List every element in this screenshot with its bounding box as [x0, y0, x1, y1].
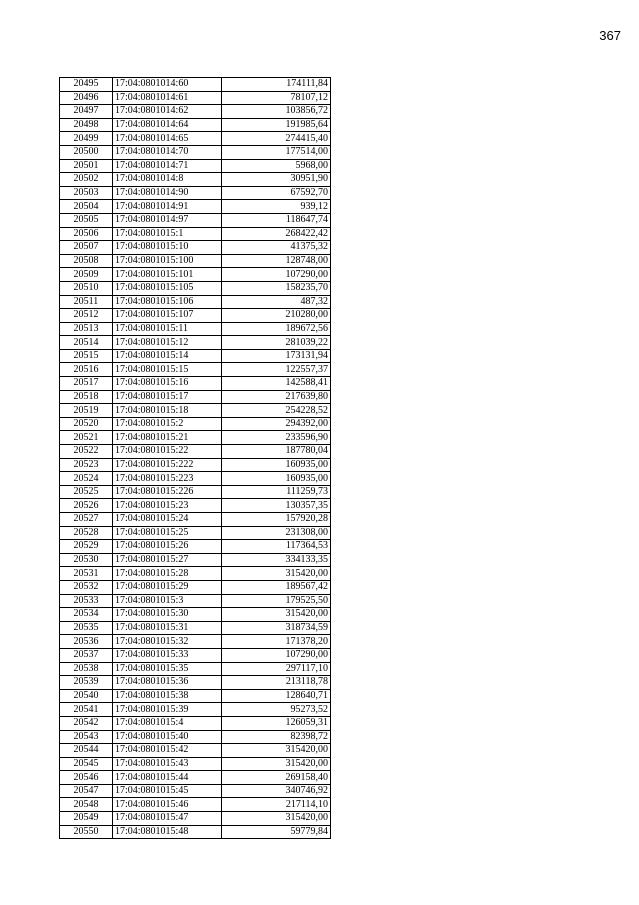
row-number-cell: 20508 [60, 254, 113, 268]
row-number-cell: 20550 [60, 825, 113, 839]
cadastral-number-cell: 17:04:0801014:64 [113, 118, 222, 132]
row-number-cell: 20542 [60, 716, 113, 730]
cadastral-number-cell: 17:04:0801015:222 [113, 458, 222, 472]
cadastral-number-cell: 17:04:0801015:21 [113, 431, 222, 445]
row-number-cell: 20521 [60, 431, 113, 445]
value-cell: 41375,32 [222, 241, 331, 255]
table-row [60, 648, 331, 662]
value-cell: 334133,35 [222, 553, 331, 567]
cadastral-number-cell: 17:04:0801015:3 [113, 594, 222, 608]
value-cell: 294392,00 [222, 417, 331, 431]
table-row [60, 608, 331, 622]
value-cell: 340746,92 [222, 784, 331, 798]
cadastral-number-cell: 17:04:0801014:90 [113, 186, 222, 200]
value-cell: 117364,53 [222, 540, 331, 554]
cadastral-number-cell: 17:04:0801015:28 [113, 567, 222, 581]
row-number-cell: 20517 [60, 377, 113, 391]
value-cell: 103856,72 [222, 105, 331, 119]
value-cell: 130357,35 [222, 499, 331, 513]
row-number-cell: 20512 [60, 309, 113, 323]
row-number-cell: 20520 [60, 417, 113, 431]
row-number-cell: 20536 [60, 635, 113, 649]
cadastral-number-cell: 17:04:0801015:15 [113, 363, 222, 377]
table-row [60, 771, 331, 785]
table-row [60, 227, 331, 241]
cadastral-value-table [59, 77, 331, 839]
table-row [60, 132, 331, 146]
value-cell: 126059,31 [222, 716, 331, 730]
table-row [60, 730, 331, 744]
value-cell: 67592,70 [222, 186, 331, 200]
table-row [60, 445, 331, 459]
row-number-cell: 20540 [60, 689, 113, 703]
value-cell: 107290,00 [222, 648, 331, 662]
value-cell: 939,12 [222, 200, 331, 214]
value-cell: 281039,22 [222, 336, 331, 350]
row-number-cell: 20530 [60, 553, 113, 567]
table-row [60, 689, 331, 703]
cadastral-number-cell: 17:04:0801015:27 [113, 553, 222, 567]
table-row [60, 431, 331, 445]
value-cell: 177514,00 [222, 145, 331, 159]
value-cell: 318734,59 [222, 621, 331, 635]
table-row [60, 784, 331, 798]
row-number-cell: 20524 [60, 472, 113, 486]
cadastral-number-cell: 17:04:0801014:91 [113, 200, 222, 214]
value-cell: 78107,12 [222, 91, 331, 105]
value-cell: 142588,41 [222, 377, 331, 391]
table-row [60, 377, 331, 391]
table-row [60, 526, 331, 540]
row-number-cell: 20495 [60, 78, 113, 92]
cadastral-number-cell: 17:04:0801015:33 [113, 648, 222, 662]
value-cell: 315420,00 [222, 812, 331, 826]
row-number-cell: 20548 [60, 798, 113, 812]
table-row [60, 703, 331, 717]
page-number: 367 [599, 28, 621, 43]
cadastral-number-cell: 17:04:0801014:70 [113, 145, 222, 159]
cadastral-number-cell: 17:04:0801015:4 [113, 716, 222, 730]
value-cell: 268422,42 [222, 227, 331, 241]
value-cell: 210280,00 [222, 309, 331, 323]
row-number-cell: 20544 [60, 744, 113, 758]
value-cell: 213118,78 [222, 676, 331, 690]
value-cell: 118647,74 [222, 213, 331, 227]
row-number-cell: 20533 [60, 594, 113, 608]
table-row [60, 91, 331, 105]
cadastral-number-cell: 17:04:0801015:107 [113, 309, 222, 323]
row-number-cell: 20537 [60, 648, 113, 662]
cadastral-number-cell: 17:04:0801015:26 [113, 540, 222, 554]
cadastral-number-cell: 17:04:0801015:1 [113, 227, 222, 241]
cadastral-number-cell: 17:04:0801015:43 [113, 757, 222, 771]
cadastral-number-cell: 17:04:0801014:60 [113, 78, 222, 92]
table-row [60, 458, 331, 472]
table-row [60, 825, 331, 839]
value-cell: 189567,42 [222, 580, 331, 594]
row-number-cell: 20541 [60, 703, 113, 717]
cadastral-number-cell: 17:04:0801015:31 [113, 621, 222, 635]
table-row [60, 580, 331, 594]
table-row [60, 105, 331, 119]
cadastral-number-cell: 17:04:0801015:101 [113, 268, 222, 282]
table-row [60, 78, 331, 92]
value-cell: 111259,73 [222, 485, 331, 499]
cadastral-number-cell: 17:04:0801015:39 [113, 703, 222, 717]
table-row [60, 540, 331, 554]
cadastral-number-cell: 17:04:0801014:65 [113, 132, 222, 146]
table-row [60, 798, 331, 812]
value-cell: 233596,90 [222, 431, 331, 445]
value-cell: 269158,40 [222, 771, 331, 785]
row-number-cell: 20497 [60, 105, 113, 119]
table-row [60, 159, 331, 173]
value-cell: 315420,00 [222, 744, 331, 758]
value-cell: 274415,40 [222, 132, 331, 146]
row-number-cell: 20518 [60, 390, 113, 404]
table-row [60, 513, 331, 527]
row-number-cell: 20507 [60, 241, 113, 255]
table-row [60, 594, 331, 608]
value-cell: 191985,64 [222, 118, 331, 132]
cadastral-number-cell: 17:04:0801015:44 [113, 771, 222, 785]
cadastral-number-cell: 17:04:0801015:47 [113, 812, 222, 826]
row-number-cell: 20547 [60, 784, 113, 798]
row-number-cell: 20496 [60, 91, 113, 105]
row-number-cell: 20523 [60, 458, 113, 472]
row-number-cell: 20527 [60, 513, 113, 527]
row-number-cell: 20503 [60, 186, 113, 200]
table-row [60, 309, 331, 323]
cadastral-number-cell: 17:04:0801015:30 [113, 608, 222, 622]
cadastral-number-cell: 17:04:0801015:36 [113, 676, 222, 690]
row-number-cell: 20502 [60, 173, 113, 187]
table-row [60, 621, 331, 635]
table-body [60, 78, 331, 839]
cadastral-number-cell: 17:04:0801015:10 [113, 241, 222, 255]
cadastral-number-cell: 17:04:0801015:14 [113, 349, 222, 363]
row-number-cell: 20498 [60, 118, 113, 132]
row-number-cell: 20505 [60, 213, 113, 227]
row-number-cell: 20534 [60, 608, 113, 622]
value-cell: 315420,00 [222, 567, 331, 581]
value-cell: 160935,00 [222, 458, 331, 472]
table-row [60, 254, 331, 268]
value-cell: 128640,71 [222, 689, 331, 703]
value-cell: 174111,84 [222, 78, 331, 92]
row-number-cell: 20546 [60, 771, 113, 785]
value-cell: 5968,00 [222, 159, 331, 173]
value-cell: 189672,56 [222, 322, 331, 336]
cadastral-number-cell: 17:04:0801015:35 [113, 662, 222, 676]
table-row [60, 295, 331, 309]
value-cell: 217114,10 [222, 798, 331, 812]
cadastral-number-cell: 17:04:0801014:97 [113, 213, 222, 227]
table-row [60, 186, 331, 200]
table-row [60, 744, 331, 758]
table-row [60, 499, 331, 513]
table-row [60, 417, 331, 431]
row-number-cell: 20511 [60, 295, 113, 309]
table-row [60, 812, 331, 826]
row-number-cell: 20543 [60, 730, 113, 744]
cadastral-number-cell: 17:04:0801015:25 [113, 526, 222, 540]
value-cell: 254228,52 [222, 404, 331, 418]
value-cell: 173131,94 [222, 349, 331, 363]
table-row [60, 472, 331, 486]
value-cell: 297117,10 [222, 662, 331, 676]
row-number-cell: 20531 [60, 567, 113, 581]
row-number-cell: 20535 [60, 621, 113, 635]
cadastral-number-cell: 17:04:0801015:105 [113, 281, 222, 295]
cadastral-number-cell: 17:04:0801015:42 [113, 744, 222, 758]
table-row [60, 716, 331, 730]
value-cell: 179525,50 [222, 594, 331, 608]
table-row [60, 173, 331, 187]
cadastral-number-cell: 17:04:0801015:29 [113, 580, 222, 594]
cadastral-number-cell: 17:04:0801015:223 [113, 472, 222, 486]
table-row [60, 241, 331, 255]
table-row [60, 281, 331, 295]
table-row [60, 390, 331, 404]
table-row [60, 145, 331, 159]
cadastral-number-cell: 17:04:0801015:16 [113, 377, 222, 391]
table-row [60, 404, 331, 418]
row-number-cell: 20519 [60, 404, 113, 418]
value-cell: 217639,80 [222, 390, 331, 404]
value-cell: 231308,00 [222, 526, 331, 540]
table-row [60, 336, 331, 350]
table-row [60, 363, 331, 377]
row-number-cell: 20509 [60, 268, 113, 282]
cadastral-number-cell: 17:04:0801015:40 [113, 730, 222, 744]
cadastral-number-cell: 17:04:0801014:71 [113, 159, 222, 173]
value-cell: 107290,00 [222, 268, 331, 282]
row-number-cell: 20529 [60, 540, 113, 554]
value-cell: 160935,00 [222, 472, 331, 486]
value-cell: 315420,00 [222, 608, 331, 622]
cadastral-number-cell: 17:04:0801015:2 [113, 417, 222, 431]
row-number-cell: 20499 [60, 132, 113, 146]
value-cell: 95273,52 [222, 703, 331, 717]
row-number-cell: 20532 [60, 580, 113, 594]
cadastral-number-cell: 17:04:0801014:8 [113, 173, 222, 187]
value-cell: 487,32 [222, 295, 331, 309]
row-number-cell: 20522 [60, 445, 113, 459]
value-cell: 82398,72 [222, 730, 331, 744]
cadastral-number-cell: 17:04:0801015:22 [113, 445, 222, 459]
cadastral-number-cell: 17:04:0801015:45 [113, 784, 222, 798]
row-number-cell: 20504 [60, 200, 113, 214]
row-number-cell: 20501 [60, 159, 113, 173]
value-cell: 59779,84 [222, 825, 331, 839]
table-row [60, 485, 331, 499]
cadastral-number-cell: 17:04:0801015:11 [113, 322, 222, 336]
row-number-cell: 20545 [60, 757, 113, 771]
row-number-cell: 20506 [60, 227, 113, 241]
row-number-cell: 20510 [60, 281, 113, 295]
row-number-cell: 20515 [60, 349, 113, 363]
table-row [60, 118, 331, 132]
table-row [60, 662, 331, 676]
value-cell: 171378,20 [222, 635, 331, 649]
table-row [60, 213, 331, 227]
cadastral-number-cell: 17:04:0801015:46 [113, 798, 222, 812]
row-number-cell: 20538 [60, 662, 113, 676]
row-number-cell: 20539 [60, 676, 113, 690]
table-row [60, 200, 331, 214]
table-row [60, 553, 331, 567]
table-row [60, 268, 331, 282]
value-cell: 122557,37 [222, 363, 331, 377]
row-number-cell: 20514 [60, 336, 113, 350]
row-number-cell: 20528 [60, 526, 113, 540]
value-cell: 157920,28 [222, 513, 331, 527]
value-cell: 315420,00 [222, 757, 331, 771]
table-row [60, 567, 331, 581]
row-number-cell: 20500 [60, 145, 113, 159]
cadastral-number-cell: 17:04:0801015:38 [113, 689, 222, 703]
cadastral-number-cell: 17:04:0801015:24 [113, 513, 222, 527]
cadastral-number-cell: 17:04:0801015:100 [113, 254, 222, 268]
value-cell: 187780,04 [222, 445, 331, 459]
value-cell: 158235,70 [222, 281, 331, 295]
cadastral-number-cell: 17:04:0801015:226 [113, 485, 222, 499]
cadastral-number-cell: 17:04:0801014:62 [113, 105, 222, 119]
table-row [60, 322, 331, 336]
cadastral-number-cell: 17:04:0801015:17 [113, 390, 222, 404]
row-number-cell: 20516 [60, 363, 113, 377]
row-number-cell: 20549 [60, 812, 113, 826]
value-cell: 128748,00 [222, 254, 331, 268]
cadastral-number-cell: 17:04:0801015:106 [113, 295, 222, 309]
row-number-cell: 20525 [60, 485, 113, 499]
row-number-cell: 20513 [60, 322, 113, 336]
table-row [60, 635, 331, 649]
value-cell: 30951,90 [222, 173, 331, 187]
cadastral-number-cell: 17:04:0801015:18 [113, 404, 222, 418]
table-row [60, 676, 331, 690]
cadastral-number-cell: 17:04:0801015:12 [113, 336, 222, 350]
cadastral-number-cell: 17:04:0801015:48 [113, 825, 222, 839]
table-row [60, 349, 331, 363]
cadastral-number-cell: 17:04:0801015:32 [113, 635, 222, 649]
cadastral-number-cell: 17:04:0801015:23 [113, 499, 222, 513]
cadastral-number-cell: 17:04:0801014:61 [113, 91, 222, 105]
table-row [60, 757, 331, 771]
row-number-cell: 20526 [60, 499, 113, 513]
